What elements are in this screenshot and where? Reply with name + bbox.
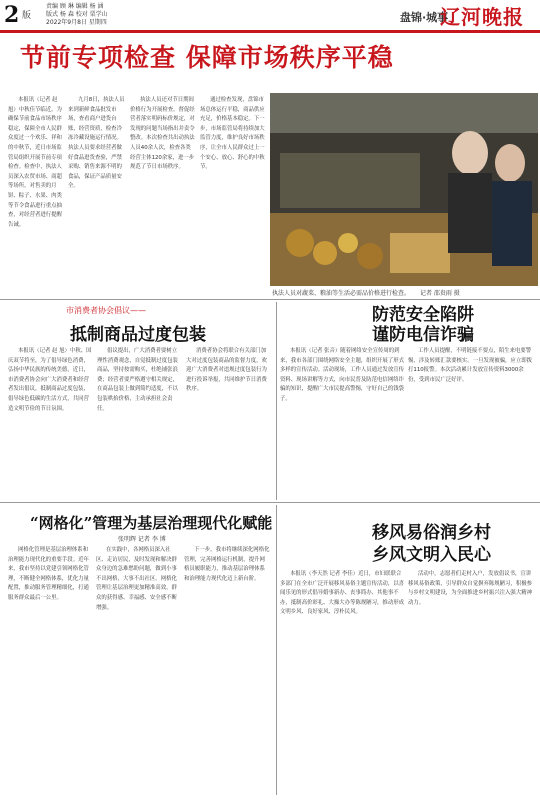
article-column: 执法人员还对节日期间价格行为开展检查，督促经营者落实明码标价规定，对发现的问题当场指出并责令整改。本次检查共出动执法人员40余人次，检查各类经营主体120余家，进一步规范了节日市场秩序。: [130, 97, 195, 171]
article-column: 本报讯（记者 赵 旭）中秋、国庆双节将至，为了倡导绿色消费，弘扬中华民族的传统美德，近日，市消费者协会向广大消费者和经营者发出倡议，抵制商品过度包装，倡导绿色低碳的生活方式，共同营造文明节俭的节日氛围。: [8, 348, 92, 412]
article-title: “网格化”管理为基层治理现代化赋能: [30, 514, 273, 532]
article-column: 活动中，志愿者们走村入户，发放倡议书，宣讲移风易俗政策，引导群众自觉摒弃陈规陋习，积极参与乡村文明建设，为全面推进乡村振兴注入强大精神动力。: [408, 571, 532, 606]
article-title: 抵制商品过度包装: [70, 325, 206, 345]
page-header: [0, 0, 540, 30]
article-column: 本报讯（记者 赵 旭）中秋佳节临近，为确保节前食品市场秩序稳定，保障全市人民群众度过一个欢乐、祥和的中秋节，近日市场监管局组织开展节前专项检查。检查中，执法人员深入农贸市场、商超等场所，对售卖的月饼、粽子、水果、肉类等节令食品进行重点抽查，对经营者进行提醒告诫。: [8, 97, 62, 228]
article-column: 在实践中，各网格员深入社区、走访居民，及时发现和解决群众身边的急难愁盼问题，做到小事不出网格，大事不出社区。网格化管理让基层治理更加精准高效，群众的获得感、幸福感、安全感不断增强。: [96, 547, 177, 611]
article-column: 消费者协会将联合有关部门加大对过度包装商品的监督力度，欢迎广大消费者对违规过度包装行为进行投诉举报，共同维护节日消费秩序。: [186, 348, 267, 393]
section-divider: [0, 502, 540, 503]
article-column: 网格化管理是基层治理体系和治理能力现代化的重要手段。近年来，我市坚持以党建引领网格化管理，不断健全网格体系，优化力量配置，推动服务管理精细化，打通服务群众最后一公里。: [8, 547, 89, 601]
article-title: 乡风文明入民心: [372, 545, 491, 565]
column-divider: [276, 505, 277, 795]
article-title: 谨防电信诈骗: [372, 325, 474, 345]
market-photo: [270, 93, 538, 286]
subheadline: 市消费者协会倡议——: [66, 306, 146, 315]
newspaper-logo: 辽河晚报: [440, 5, 524, 29]
header-rule: [0, 30, 540, 33]
section-name: 盘锦·城事: [400, 11, 449, 24]
editor-block: [46, 3, 186, 27]
date-line: 2022年9月8日 星期四: [46, 19, 107, 26]
editor-line: 版式 杨 森 校对 栗学山: [46, 11, 108, 18]
article-column: 倡议提出，广大消费者要树立理性消费观念，自觉抵制过度包装商品，坚持按需购买，杜绝铺张浪费；经营者要严格遵守相关规定，在商品包装上做到简约适度，不以包装哄抬价格，主动承担社会责任。: [97, 348, 178, 412]
photo-credit: 记者 邵贵雨 摄: [419, 290, 460, 297]
article-column: 九月8日，执法人员来到新鲜食品批发市场，查看商户进货台账、经营资质，检查冷冻冷藏设施运行情况。执法人员要求经营者做好食品进货查验，严禁采购、销售来源不明的食品，保证产品质量安全。: [68, 97, 125, 190]
article-column: 通过检查发现，盘锦市场总体运行平稳，商品供应充足，价格基本稳定。下一步，市场监管局将持续加大监管力度，维护良好市场秩序，让全市人民群众过上一个安心、放心、舒心的中秋节。: [200, 97, 265, 171]
article-column: 下一步，我市将继续深化网格化管理，完善网格运行机制，提升网格员履职能力，推动基层治理体系和治理能力现代化迈上新台阶。: [184, 547, 270, 582]
photo-caption: [272, 288, 532, 297]
article-title: 防范安全陷阱: [372, 305, 474, 325]
article-byline: 张明辉 记者 李 博: [118, 536, 166, 543]
article-column: 本报讯（记者 张音）随着网络安全宣传周的到来，我市各部门围绕网络安全主题，组织开展了形式多样的宣传活动。活动现场，工作人员通过发放宣传资料、现场讲解等方式，向市民普及防范电信网络诈骗的知识，提醒广大市民提高警惕，守好自己的钱袋子。: [280, 348, 404, 402]
article-column: 本报讯（李天然 记者 李佳）近日，市妇联联合多部门在全市广泛开展移风易俗主题宣传活动，以喜闻乐见的形式倡导婚事新办、丧事简办、其他事不办，抵制高价彩礼、大操大办等陈规陋习，推动形成文明乡风、良好家风、淳朴民风。: [280, 571, 404, 616]
column-divider: [276, 302, 277, 500]
page-number: 2: [4, 2, 20, 28]
article-column: 工作人员提醒，不明链接不要点，陌生来电要警惕，涉及转账汇款要核实。一旦发现被骗，应立即拨打110报警。本次活动累计发放宣传资料3000余份，受到市民广泛好评。: [408, 348, 532, 383]
caption-text: 执法人员对蔬菜、粮油等生活必需品价格进行检查。: [272, 290, 411, 297]
editor-line: 责编 顾 琳 编辑 杨 涵: [46, 3, 104, 10]
article-title: 移风易俗润乡村: [372, 523, 491, 543]
page-tag: 版: [22, 11, 32, 21]
main-headline: 节前专项检查 保障市场秩序平稳: [20, 43, 394, 72]
